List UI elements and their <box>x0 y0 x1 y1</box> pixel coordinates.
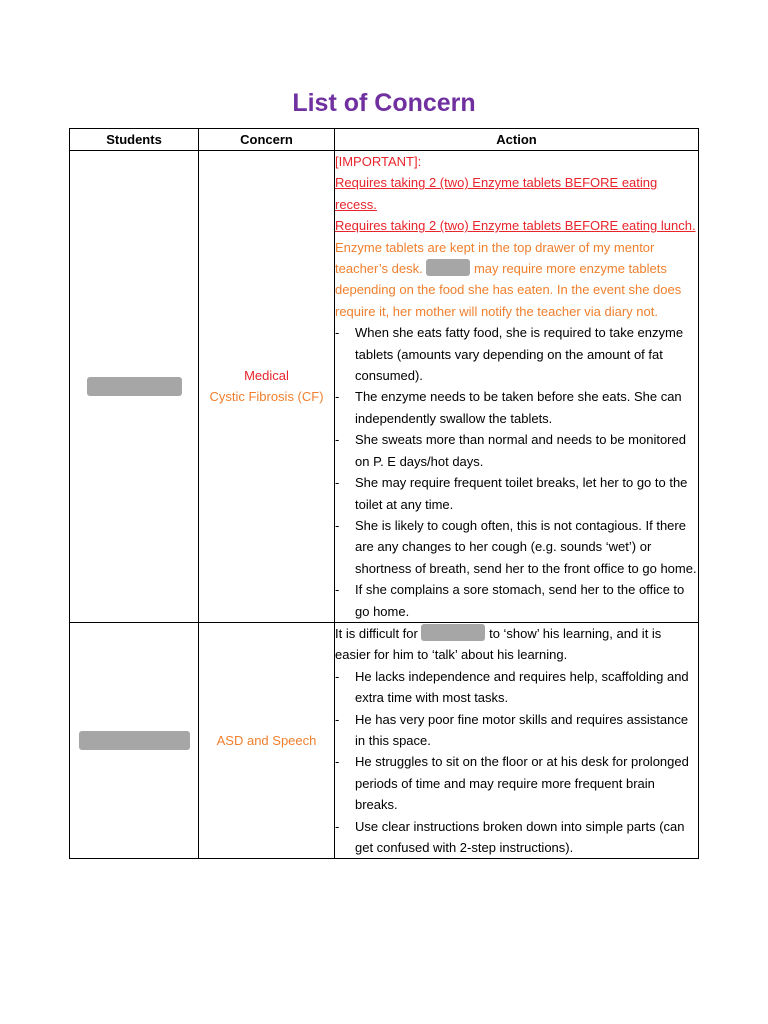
student-cell <box>70 622 199 858</box>
action-list <box>335 322 698 622</box>
action-list <box>335 666 698 859</box>
list-item: - When she eats fatty food, she is required to take enzyme tablets (amounts vary depending on the amount of fat consumed). <box>335 325 684 384</box>
tablet-note-start: Enzyme tablets are kept in the top drawer of my mentor teacher’s desk. <box>335 239 655 277</box>
list-item: - He has very poor fine motor skills and requires assistance in this space. <box>335 711 689 748</box>
page-title: List of Concern <box>292 89 476 117</box>
redacted-student-name <box>79 731 190 750</box>
intro-start: It is difficult for <box>335 625 418 641</box>
table-row <box>70 151 699 623</box>
concern-cell <box>199 151 335 623</box>
list-item: - Use clear instructions broken down into simple parts (can get confused with 2-step instructions). <box>335 818 685 855</box>
concern-title: Medical <box>244 368 289 384</box>
list-item: - She is likely to cough often, this is not contagious. If there are any changes to her cough (e.g. sounds ‘wet’) or shortness of breath, send her to the front office to go home. <box>335 517 697 576</box>
tablet-note-end: may require more enzyme tablets depending on the food she has eaten. In the event she does require it, her mother will notify the teacher via diary not. <box>335 261 682 319</box>
header-action: Action <box>335 129 699 151</box>
intro-end: to ‘show’ his learning, and it is easier for him to ‘talk’ about his learning. <box>335 625 662 663</box>
list-item: - She may require frequent toilet breaks, let her to go to the toilet at any time. <box>335 475 688 512</box>
concern-cell <box>199 622 335 858</box>
list-item: - The enzyme needs to be taken before she eats. She can independently swallow the tablets. <box>335 389 682 426</box>
table-row <box>70 622 699 858</box>
action-cell <box>335 151 699 623</box>
redacted-name-inline <box>421 624 485 641</box>
list-item: - She sweats more than normal and needs to be monitored on P. E days/hot days. <box>335 432 686 469</box>
list-item: - If she complains a sore stomach, send her to the office to go home. <box>335 582 685 619</box>
header-students: Students <box>70 129 199 151</box>
important-label: [IMPORTANT]: <box>335 154 422 169</box>
table-header-row <box>70 129 699 151</box>
concern-detail: Cystic Fibrosis (CF) <box>209 389 324 405</box>
concern-table <box>69 128 699 859</box>
list-item: - He struggles to sit on the floor or at his desk for prolonged periods of time and may require more frequent brain breaks. <box>335 754 689 813</box>
lunch-requirement: Requires taking 2 (two) Enzyme tablets BEFORE eating lunch. <box>335 218 696 234</box>
action-cell <box>335 622 699 858</box>
recess-requirement: Requires taking 2 (two) Enzyme tablets BEFORE eating recess. <box>335 175 658 212</box>
list-item: - He lacks independence and requires help, scaffolding and extra time with most tasks. <box>335 668 689 706</box>
redacted-student-name <box>87 377 182 396</box>
redacted-name-inline <box>426 259 470 276</box>
concern-detail: ASD and Speech <box>216 732 317 748</box>
student-cell <box>70 151 199 623</box>
header-concern: Concern <box>199 129 335 151</box>
